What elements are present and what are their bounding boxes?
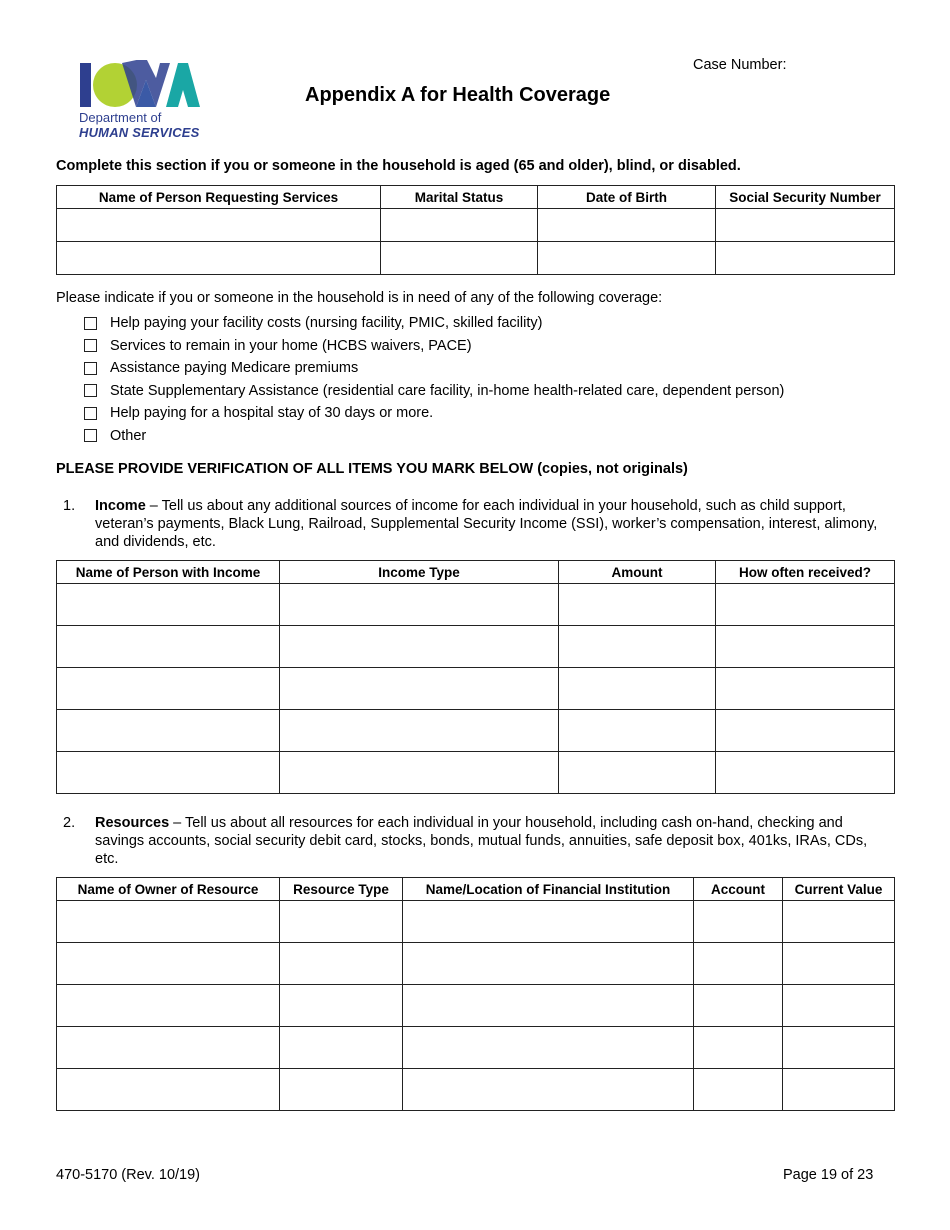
- column-header: Name/Location of Financial Institution: [403, 878, 694, 901]
- column-header: Name of Person Requesting Services: [57, 186, 381, 209]
- column-header: Income Type: [280, 561, 559, 584]
- income-amount-input[interactable]: [559, 721, 715, 740]
- account-input[interactable]: [694, 1080, 782, 1099]
- institution-input[interactable]: [403, 1080, 693, 1099]
- resources-table: [56, 877, 895, 1111]
- column-header: Amount: [559, 561, 716, 584]
- coverage-prompt: Please indicate if you or someone in the household is in need of any of the following coverage:: [56, 290, 663, 306]
- account-input[interactable]: [694, 912, 782, 931]
- date-of-birth-input[interactable]: [538, 249, 715, 268]
- coverage-checklist: [84, 312, 784, 447]
- page-title: Appendix A for Health Coverage: [305, 84, 611, 106]
- resource-type-input[interactable]: [280, 912, 402, 931]
- income-frequency-input[interactable]: [716, 679, 894, 698]
- table-row: [57, 584, 895, 626]
- option-label: Other: [110, 427, 147, 444]
- current-value-input[interactable]: [783, 912, 894, 931]
- logo-line-1: Department of: [79, 110, 162, 125]
- income-amount-input[interactable]: [559, 679, 715, 698]
- requesting-services-table: [56, 185, 895, 275]
- institution-input[interactable]: [403, 1038, 693, 1057]
- income-frequency-input[interactable]: [716, 721, 894, 740]
- resources-label: Resources: [95, 815, 170, 831]
- account-input[interactable]: [694, 996, 782, 1015]
- item-number: 2.: [63, 815, 76, 831]
- table-row: [57, 668, 895, 710]
- income-instructions: [63, 497, 893, 551]
- coverage-option[interactable]: [84, 380, 784, 403]
- current-value-input[interactable]: [783, 1080, 894, 1099]
- resources-instructions: [63, 814, 893, 868]
- column-header: Marital Status: [381, 186, 538, 209]
- table-row: [57, 901, 895, 943]
- income-amount-input[interactable]: [559, 637, 715, 656]
- table-row: [57, 985, 895, 1027]
- resource-owner-input[interactable]: [57, 996, 279, 1015]
- income-type-input[interactable]: [280, 679, 558, 698]
- income-type-input[interactable]: [280, 721, 558, 740]
- coverage-option[interactable]: [84, 312, 784, 335]
- table-row: [57, 710, 895, 752]
- income-person-input[interactable]: [57, 637, 279, 656]
- income-type-input[interactable]: [280, 763, 558, 782]
- column-header: Social Security Number: [716, 186, 895, 209]
- column-header: How often received?: [716, 561, 895, 584]
- checkbox[interactable]: [84, 317, 97, 330]
- income-frequency-input[interactable]: [716, 763, 894, 782]
- column-header: Current Value: [783, 878, 895, 901]
- institution-input[interactable]: [403, 954, 693, 973]
- column-header: Date of Birth: [538, 186, 716, 209]
- current-value-input[interactable]: [783, 996, 894, 1015]
- table-row: [57, 1027, 895, 1069]
- current-value-input[interactable]: [783, 954, 894, 973]
- table-row: [57, 1069, 895, 1111]
- checkbox[interactable]: [84, 407, 97, 420]
- income-text: – Tell us about any additional sources of income for each individual in your household, such as child support, veteran’s payments, Black Lung, Railroad, Supplemental Security Income (SSI), worker’s compensation, interest, alimony, and dividends, etc.: [95, 498, 878, 550]
- logo-line-2: HUMAN SERVICES: [79, 125, 200, 140]
- institution-input[interactable]: [403, 996, 693, 1015]
- institution-input[interactable]: [403, 912, 693, 931]
- option-label: Help paying for a hospital stay of 30 days or more.: [110, 405, 434, 422]
- income-person-input[interactable]: [57, 595, 279, 614]
- current-value-input[interactable]: [783, 1038, 894, 1057]
- resource-type-input[interactable]: [280, 1080, 402, 1099]
- ssn-input[interactable]: [716, 249, 894, 268]
- checkbox[interactable]: [84, 384, 97, 397]
- column-header: Name of Person with Income: [57, 561, 280, 584]
- resource-owner-input[interactable]: [57, 912, 279, 931]
- verification-heading: PLEASE PROVIDE VERIFICATION OF ALL ITEMS YOU MARK BELOW (copies, not originals): [56, 461, 688, 477]
- ssn-input[interactable]: [716, 216, 894, 235]
- income-person-input[interactable]: [57, 763, 279, 782]
- income-label: Income: [95, 498, 146, 514]
- income-table: [56, 560, 895, 794]
- marital-status-input[interactable]: [381, 216, 537, 235]
- resource-owner-input[interactable]: [57, 1080, 279, 1099]
- date-of-birth-input[interactable]: [538, 216, 715, 235]
- income-frequency-input[interactable]: [716, 595, 894, 614]
- account-input[interactable]: [694, 954, 782, 973]
- table-row: [57, 242, 895, 275]
- logo-caption: [79, 110, 200, 140]
- table-row: [57, 209, 895, 242]
- option-label: Help paying your facility costs (nursing facility, PMIC, skilled facility): [110, 315, 543, 332]
- aged-section-heading: Complete this section if you or someone in the household is aged (65 and older), blind, or disabled.: [56, 158, 741, 174]
- coverage-option[interactable]: [84, 425, 784, 448]
- table-row: [57, 752, 895, 794]
- resource-owner-input[interactable]: [57, 1038, 279, 1057]
- option-label: Services to remain in your home (HCBS waivers, PACE): [110, 337, 472, 354]
- coverage-option[interactable]: [84, 335, 784, 358]
- checkbox[interactable]: [84, 362, 97, 375]
- marital-status-input[interactable]: [381, 249, 537, 268]
- column-header: Account: [694, 878, 783, 901]
- page-number: Page 19 of 23: [783, 1167, 874, 1183]
- resource-type-input[interactable]: [280, 1038, 402, 1057]
- coverage-option[interactable]: [84, 357, 784, 380]
- column-header: Name of Owner of Resource: [57, 878, 280, 901]
- form-number: 470-5170 (Rev. 10/19): [56, 1167, 201, 1183]
- income-type-input[interactable]: [280, 637, 558, 656]
- option-label: Assistance paying Medicare premiums: [110, 360, 359, 377]
- account-input[interactable]: [694, 1038, 782, 1057]
- income-amount-input[interactable]: [559, 763, 715, 782]
- resource-owner-input[interactable]: [57, 954, 279, 973]
- income-type-input[interactable]: [280, 595, 558, 614]
- income-frequency-input[interactable]: [716, 637, 894, 656]
- person-name-input[interactable]: [57, 249, 380, 268]
- resource-type-input[interactable]: [280, 996, 402, 1015]
- person-name-input[interactable]: [57, 216, 380, 235]
- checkbox[interactable]: [84, 429, 97, 442]
- checkbox[interactable]: [84, 339, 97, 352]
- option-label: State Supplementary Assistance (residential care facility, in-home health-related care, dependent person): [110, 382, 785, 399]
- table-row: [57, 943, 895, 985]
- income-person-input[interactable]: [57, 679, 279, 698]
- resource-type-input[interactable]: [280, 954, 402, 973]
- case-number-label: Case Number:: [693, 57, 787, 73]
- income-person-input[interactable]: [57, 721, 279, 740]
- income-amount-input[interactable]: [559, 595, 715, 614]
- item-number: 1.: [63, 498, 76, 514]
- column-header: Resource Type: [280, 878, 403, 901]
- coverage-option[interactable]: [84, 402, 784, 425]
- resources-text: – Tell us about all resources for each individual in your household, including cash on-hand, checking and savings accounts, social security debit card, stocks, bonds, mutual funds, annuities, safe deposit box, 401ks, IRAs, CDs, etc.: [95, 815, 868, 867]
- table-row: [57, 626, 895, 668]
